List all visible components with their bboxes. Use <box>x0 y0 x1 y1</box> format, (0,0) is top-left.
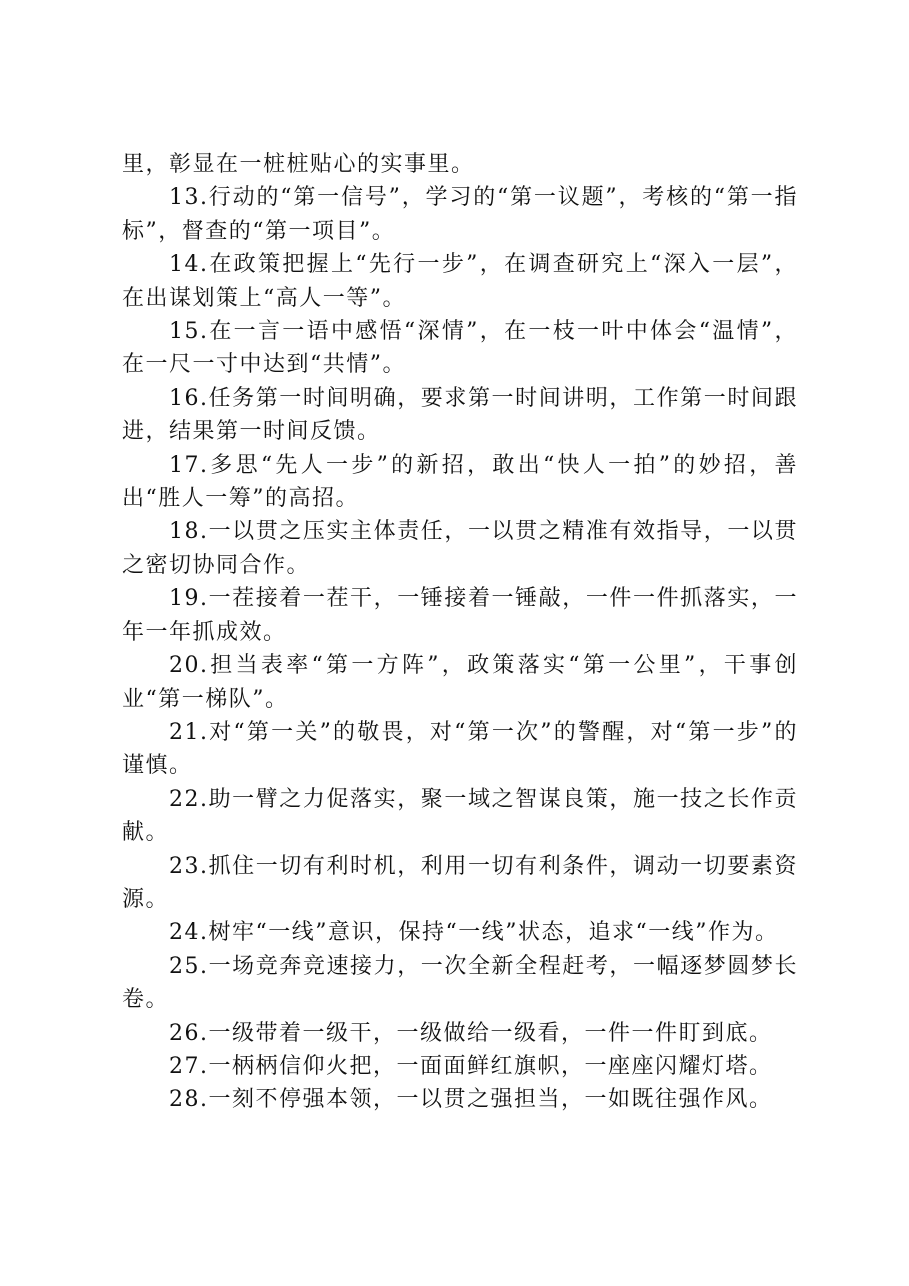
paragraph-25: 25.一场竞奔竞速接力，一次全新全程赶考，一幅逐梦圆梦长卷。 <box>122 953 798 1013</box>
paragraph-27: 27.一柄柄信仰火把，一面面鲜红旗帜，一座座闪耀灯塔。 <box>169 1053 773 1079</box>
paragraph-21: 21.对“第一关”的敬畏，对“第一次”的警醒，对“第一步”的谨慎。 <box>122 719 798 779</box>
paragraph-13: 13.行动的“第一信号”，学习的“第一议题”，考核的“第一指标”，督查的“第一项目”。 <box>122 185 798 244</box>
paragraph-24: 24.树牢“一线”意识，保持“一线”状态，追求“一线”作为。 <box>169 920 779 946</box>
paragraph-23: 23.抓住一切有利时机，利用一切有利条件，调动一切要素资源。 <box>122 853 798 912</box>
paragraph-15: 15.在一言一语中感悟“深情”，在一枝一叶中体会“温情”，在一尺一寸中达到“共情”。 <box>122 319 798 378</box>
paragraph-19: 19.一茬接着一茬干，一锤接着一锤敲，一件一件抓落实，一年一年抓成效。 <box>122 586 798 645</box>
paragraph-17: 17.多思“先人一步”的新招，敢出“快人一拍”的妙招，善出“胜人一筹”的高招。 <box>122 452 798 512</box>
paragraph-14: 14.在政策把握上“先行一步”，在调查研究上“深入一层”，在出谋划策上“高人一等”。 <box>122 252 798 311</box>
document-body <box>122 148 798 1117</box>
paragraph-22: 22.助一臂之力促落实，聚一域之智谋良策，施一技之长作贡献。 <box>122 786 798 846</box>
paragraph-18: 18.一以贯之压实主体责任，一以贯之精准有效指导，一以贯之密切协同合作。 <box>122 519 798 578</box>
paragraph-16: 16.任务第一时间明确，要求第一时间讲明，工作第一时间跟进，结果第一时间反馈。 <box>122 385 798 445</box>
paragraph-28: 28.一刻不停强本领，一以贯之强担当，一如既往强作风。 <box>169 1087 773 1113</box>
paragraph-continuation: 里，彰显在一桩桩贴心的实事里。 <box>122 152 475 177</box>
paragraph-26: 26.一级带着一级干，一级做给一级看，一件一件盯到底。 <box>169 1020 773 1046</box>
paragraph-20: 20.担当表率“第一方阵”，政策落实“第一公里”，干事创业“第一梯队”。 <box>122 653 798 712</box>
